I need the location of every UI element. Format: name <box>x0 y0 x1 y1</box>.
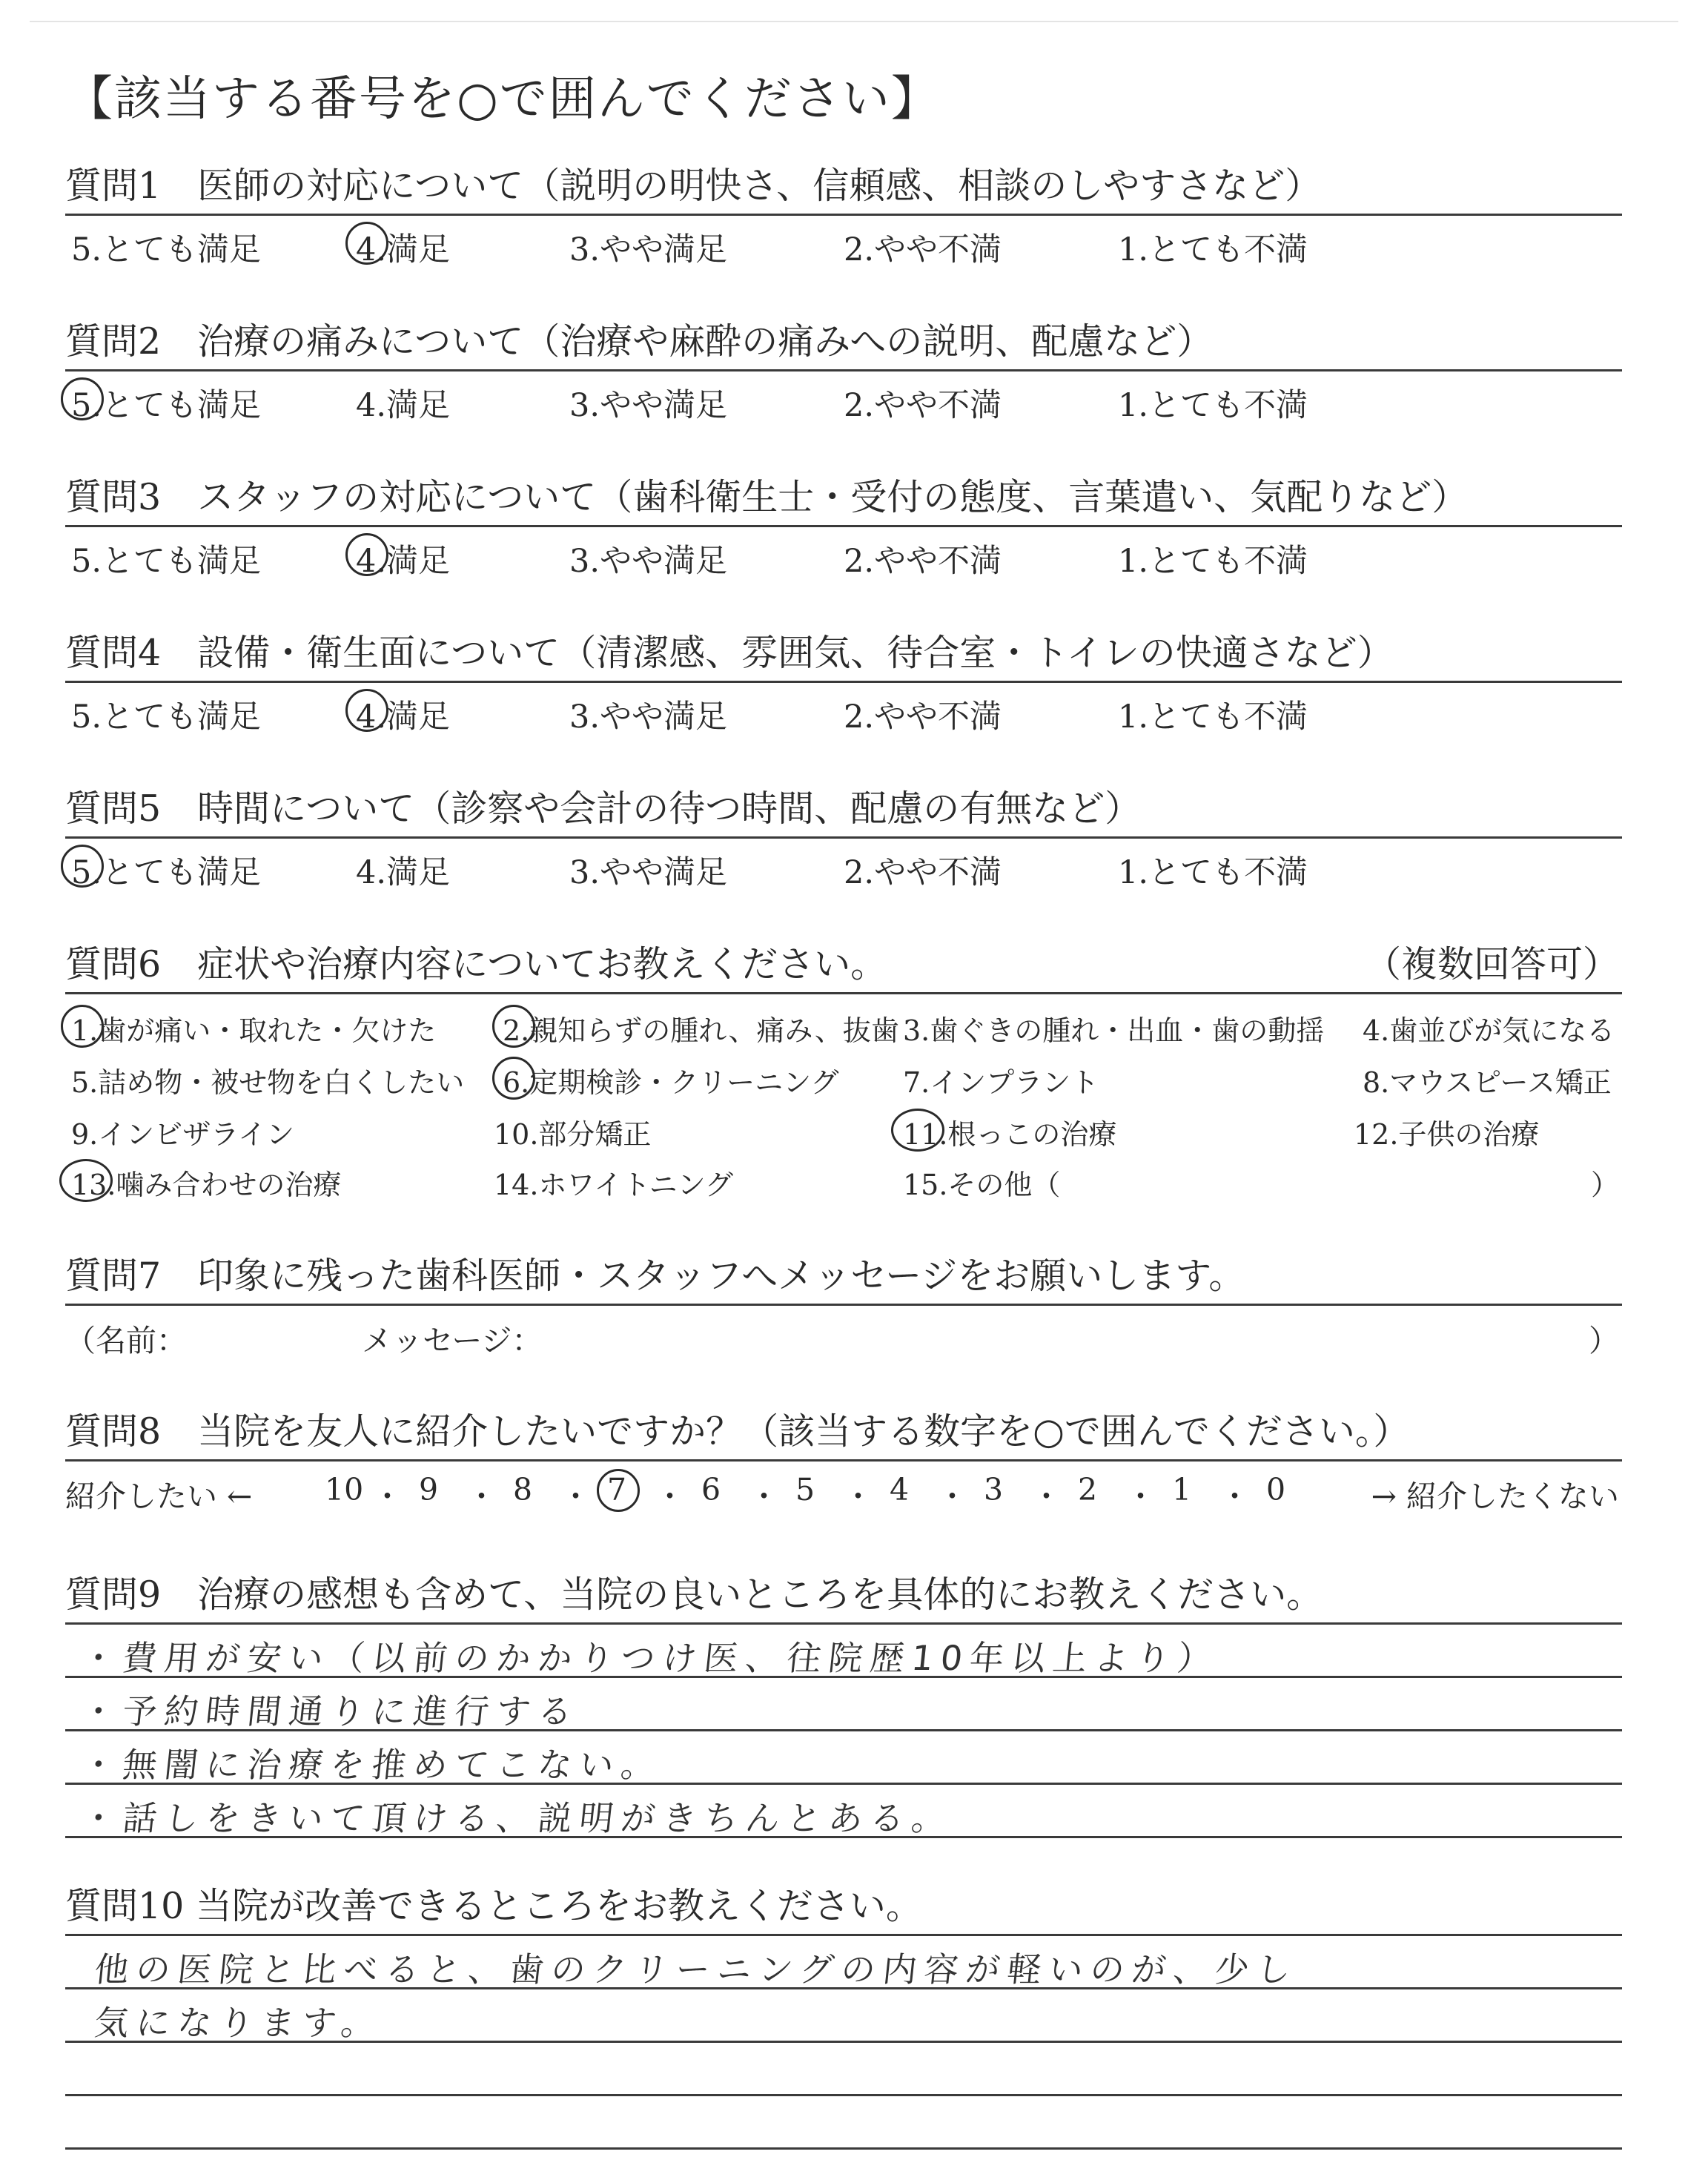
option-1[interactable]: 1.とても不満 <box>1118 387 1308 424</box>
symptom-option[interactable]: 5.詰め物・被せ物を白くしたい <box>71 1066 465 1099</box>
scale-separator: ・ <box>1219 1479 1250 1514</box>
top-edge-rule <box>30 21 1678 22</box>
page-heading: 【該当する番号を○で囲んでください】 <box>65 72 940 127</box>
scale-separator: ・ <box>749 1479 779 1514</box>
scale-separator: ・ <box>1031 1479 1062 1514</box>
scale-number-5[interactable]: 5 <box>795 1472 815 1507</box>
question-8 <box>65 1407 1622 1515</box>
symptom-option[interactable]: 13.噛み合わせの治療 <box>71 1162 341 1203</box>
scale-number-0[interactable]: 0 <box>1266 1472 1286 1507</box>
selection-circle <box>492 1057 535 1100</box>
symptom-option[interactable]: 11.根っこの治療 <box>903 1112 1116 1152</box>
option-2[interactable]: 2.やや不満 <box>844 543 1002 580</box>
option-3[interactable]: 3.やや満足 <box>569 543 728 580</box>
question-1 <box>65 162 1622 269</box>
option-2[interactable]: 2.やや不満 <box>844 231 1002 268</box>
question-7 <box>65 1252 1622 1359</box>
recommendation-scale <box>65 1462 1622 1515</box>
option-5[interactable]: 5.とても満足 <box>71 848 261 893</box>
symptom-option[interactable]: 9.インビザライン <box>71 1118 295 1151</box>
question-title: 質問9 治療の感想も含めて、当院の良いところを具体的にお教えください。 <box>65 1573 1323 1616</box>
symptom-option[interactable]: 12.子供の治療 <box>1354 1118 1540 1151</box>
symptom-options <box>65 994 1622 1209</box>
scale-number-9[interactable]: 9 <box>419 1472 439 1507</box>
symptom-option[interactable]: 8.マウスピース矯正 <box>1363 1066 1612 1099</box>
handwritten-answer: ・無闇に治療を推めてこない。 <box>79 1745 665 1785</box>
handwritten-answer: 他の医院と比べると、歯のクリーニングの内容が軽いのが、少し <box>92 1949 1300 1989</box>
rating-options <box>65 839 1622 892</box>
option-4[interactable]: 4.満足 <box>356 225 450 270</box>
scale-separator: ・ <box>372 1479 403 1514</box>
handwritten-answer: 気になります。 <box>92 2003 385 2043</box>
scale-right-label: → 紹介したくない <box>1371 1479 1619 1514</box>
scale-number-6[interactable]: 6 <box>701 1472 721 1507</box>
question-title: 質問1 医師の対応について（説明の明快さ、信頼感、相談のしやすさなど） <box>65 165 1322 207</box>
selection-circle <box>345 222 388 265</box>
question-title: 質問8 当院を友人に紹介したいですか？（該当する数字を○で囲んでください。） <box>65 1410 1410 1453</box>
option-1[interactable]: 1.とても不満 <box>1118 231 1308 268</box>
message-close-paren: ） <box>1589 1323 1619 1358</box>
question-5 <box>65 785 1622 892</box>
scale-separator: ・ <box>655 1479 685 1514</box>
scale-number-10[interactable]: 10 <box>325 1472 364 1507</box>
question-6-title: 質問6 症状や治療内容についてお教えください。 <box>65 943 887 985</box>
answer-line <box>65 1934 1622 1936</box>
answer-line <box>65 1622 1622 1625</box>
question-title: 質問7 印象に残った歯科医師・スタッフへメッセージをお願いします。 <box>65 1255 1245 1297</box>
question-title: 質問4 設備・衛生面について（清潔感、雰囲気、待合室・トイレの快適さなど） <box>65 632 1394 674</box>
scale-number-1[interactable]: 1 <box>1172 1472 1192 1507</box>
option-4[interactable]: 4.満足 <box>356 387 451 424</box>
question-4 <box>65 629 1622 736</box>
other-close-paren: ） <box>1590 1169 1619 1201</box>
option-1[interactable]: 1.とても不満 <box>1118 854 1308 891</box>
handwritten-answer: ・費用が安い（以前のかかりつけ医、往院歴10年以上より） <box>79 1638 1222 1678</box>
selection-circle <box>891 1109 944 1152</box>
option-3[interactable]: 3.やや満足 <box>569 854 728 891</box>
name-label: （名前： <box>65 1323 187 1358</box>
symptom-option-other[interactable]: 15.その他（ <box>903 1169 1061 1201</box>
scale-number-4[interactable]: 4 <box>890 1472 910 1507</box>
scale-number-7[interactable]: 7 <box>607 1472 626 1507</box>
scale-number-8[interactable]: 8 <box>513 1472 533 1507</box>
symptom-option[interactable]: 3.歯ぐきの腫れ・出血・歯の動揺 <box>903 1014 1325 1047</box>
question-9 <box>65 1571 1622 1904</box>
symptom-option[interactable]: 10.部分矯正 <box>494 1118 652 1151</box>
option-5[interactable]: 5.とても満足 <box>71 698 262 736</box>
option-2[interactable]: 2.やや不満 <box>844 854 1002 891</box>
selection-circle <box>492 1005 535 1048</box>
question-title: 質問10 当院が改善できるところをお教えください。 <box>65 1885 922 1927</box>
option-3[interactable]: 3.やや満足 <box>569 387 728 424</box>
scale-separator: ・ <box>466 1479 497 1514</box>
selection-circle <box>345 689 388 732</box>
option-4[interactable]: 4.満足 <box>356 854 451 891</box>
scale-separator: ・ <box>560 1479 591 1514</box>
question-title: 質問3 スタッフの対応について（歯科衛生士・受付の態度、言葉遣い、気配りなど） <box>65 476 1469 518</box>
option-3[interactable]: 3.やや満足 <box>569 231 728 268</box>
symptom-option[interactable]: 2.親知らずの腫れ、痛み、抜歯 <box>503 1008 899 1048</box>
handwritten-answer: ・予約時間通りに進行する <box>79 1691 582 1731</box>
answer-line <box>65 2147 1622 2150</box>
selection-circle <box>61 1005 104 1048</box>
symptom-option[interactable]: 1.歯が痛い・取れた・欠けた <box>71 1008 436 1048</box>
question-6 <box>65 940 1622 1209</box>
multiple-answers-note: （複数回答可） <box>1364 943 1619 985</box>
selection-circle <box>61 845 104 888</box>
handwritten-answer: ・話しをきいて頂ける、説明がきちんとある。 <box>79 1798 956 1838</box>
rating-options <box>65 527 1622 581</box>
scale-separator: ・ <box>843 1479 873 1514</box>
option-3[interactable]: 3.やや満足 <box>569 698 728 736</box>
question-10 <box>65 1882 1622 2156</box>
symptom-option[interactable]: 6.定期検診・クリーニング <box>503 1060 839 1100</box>
rating-options <box>65 371 1622 425</box>
message-label: メッセージ： <box>362 1323 543 1358</box>
option-2[interactable]: 2.やや不満 <box>844 698 1002 736</box>
option-1[interactable]: 1.とても不満 <box>1118 543 1308 580</box>
answer-lines <box>65 1934 1622 2156</box>
option-1[interactable]: 1.とても不満 <box>1118 698 1308 736</box>
question-3 <box>65 473 1622 581</box>
symptom-option[interactable]: 4.歯並びが気になる <box>1363 1014 1615 1047</box>
scale-separator: ・ <box>937 1479 967 1514</box>
option-4[interactable]: 4.満足 <box>356 692 450 737</box>
option-5[interactable]: 5.とても満足 <box>71 380 261 426</box>
answer-lines <box>65 1622 1622 1904</box>
message-fields <box>65 1306 1622 1359</box>
scale-number-2[interactable]: 2 <box>1078 1472 1098 1507</box>
scale-left-label: 紹介したい ← <box>65 1479 253 1514</box>
rating-options <box>65 683 1622 736</box>
rating-options <box>65 216 1622 269</box>
symptom-option[interactable]: 7.インプラント <box>903 1066 1099 1099</box>
selection-circle <box>59 1159 113 1202</box>
question-title: 質問5 時間について（診察や会計の待つ時間、配慮の有無など） <box>65 787 1142 830</box>
scale-separator: ・ <box>1125 1479 1156 1514</box>
question-2 <box>65 317 1622 425</box>
scale-number-3[interactable]: 3 <box>984 1472 1004 1507</box>
option-5[interactable]: 5.とても満足 <box>71 231 262 268</box>
question-title: 質問2 治療の痛みについて（治療や麻酔の痛みへの説明、配慮など） <box>65 320 1214 363</box>
question-title <box>65 940 1622 992</box>
selection-circle <box>597 1469 640 1512</box>
answer-line <box>65 2094 1622 2096</box>
option-2[interactable]: 2.やや不満 <box>844 387 1002 424</box>
option-5[interactable]: 5.とても満足 <box>71 543 262 580</box>
symptom-option[interactable]: 14.ホワイトニング <box>494 1169 734 1201</box>
selection-circle <box>345 533 388 576</box>
selection-circle <box>61 377 104 420</box>
option-4[interactable]: 4.満足 <box>356 536 450 581</box>
